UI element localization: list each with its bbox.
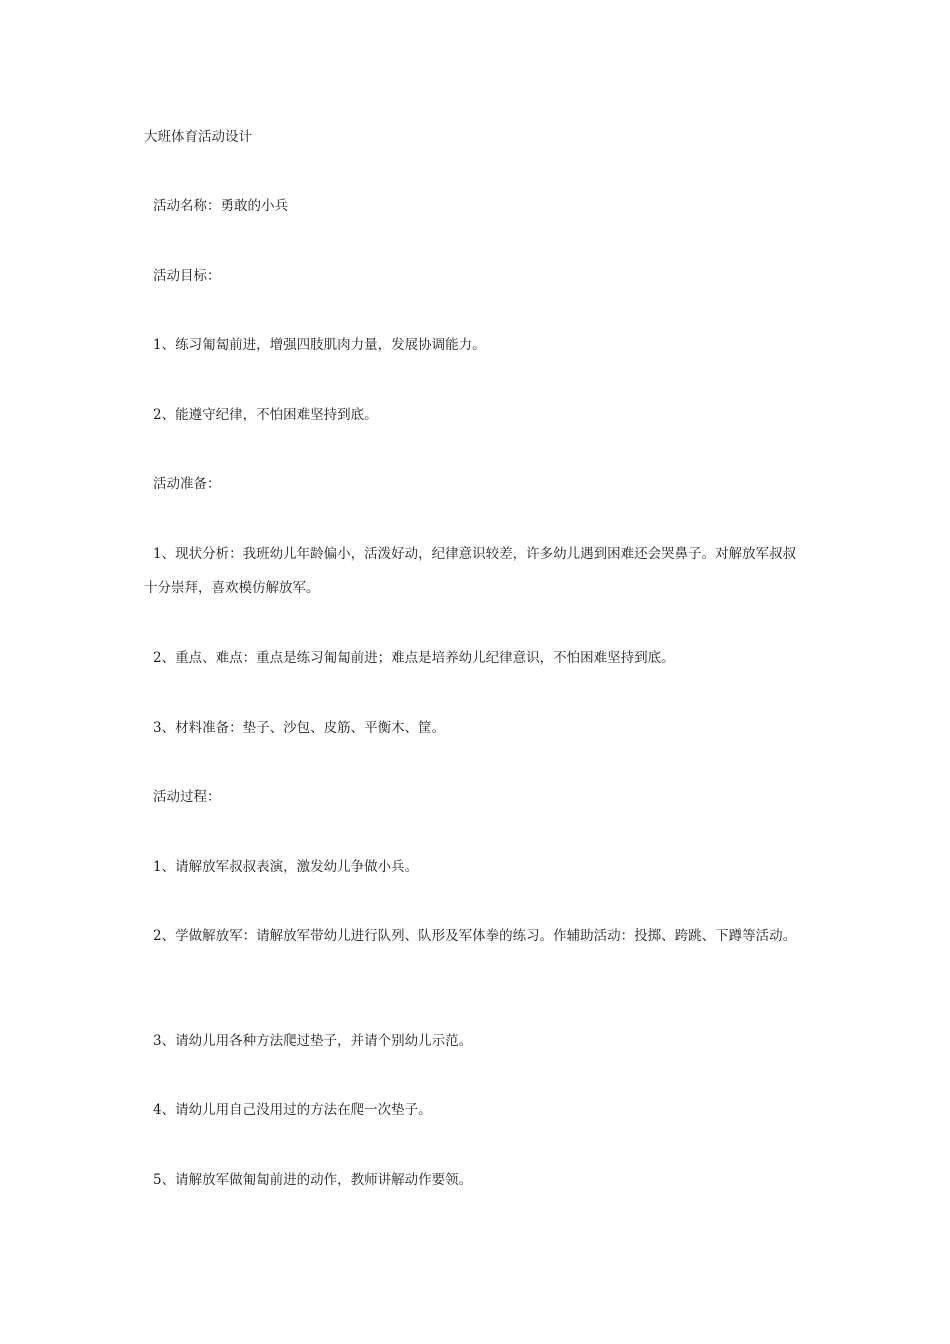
process-item: 5、请解放军做匍匐前进的动作，教师讲解动作要领。: [153, 1172, 473, 1188]
process-item: 1、请解放军叔叔表演，激发幼儿争做小兵。: [153, 859, 419, 875]
goal-item: 1、练习匍匐前进，增强四肢肌肉力量，发展协调能力。: [153, 337, 486, 353]
process-item: 4、请幼儿用自己没用过的方法在爬一次垫子。: [153, 1102, 432, 1118]
process-item: 3、请幼儿用各种方法爬过垫子，并请个别幼儿示范。: [153, 1033, 473, 1049]
preparation-item: 2、重点、难点：重点是练习匍匐前进；难点是培养幼儿纪律意识，不怕困难坚持到底。: [153, 650, 675, 666]
goal-item: 2、能遵守纪律，不怕困难坚持到底。: [153, 407, 378, 423]
activity-name: 活动名称：勇敢的小兵: [153, 198, 288, 214]
preparation-heading: 活动准备：: [153, 476, 221, 492]
preparation-item: 1、现状分析：我班幼儿年龄偏小，活泼好动，纪律意识较差，许多幼儿遇到困难还会哭鼻子。对解放军叔叔十分崇拜，喜欢模仿解放军。: [144, 546, 797, 596]
preparation-item: 3、材料准备：垫子、沙包、皮筋、平衡木、筐。: [153, 720, 446, 736]
process-item: 2、学做解放军：请解放军带幼儿进行队列、队形及军体拳的练习。作辅助活动：投掷、跨跳、下蹲等活动。: [153, 928, 797, 944]
goals-heading: 活动目标：: [153, 268, 221, 284]
process-heading: 活动过程：: [153, 789, 221, 805]
document-title: 大班体育活动设计: [144, 129, 252, 145]
